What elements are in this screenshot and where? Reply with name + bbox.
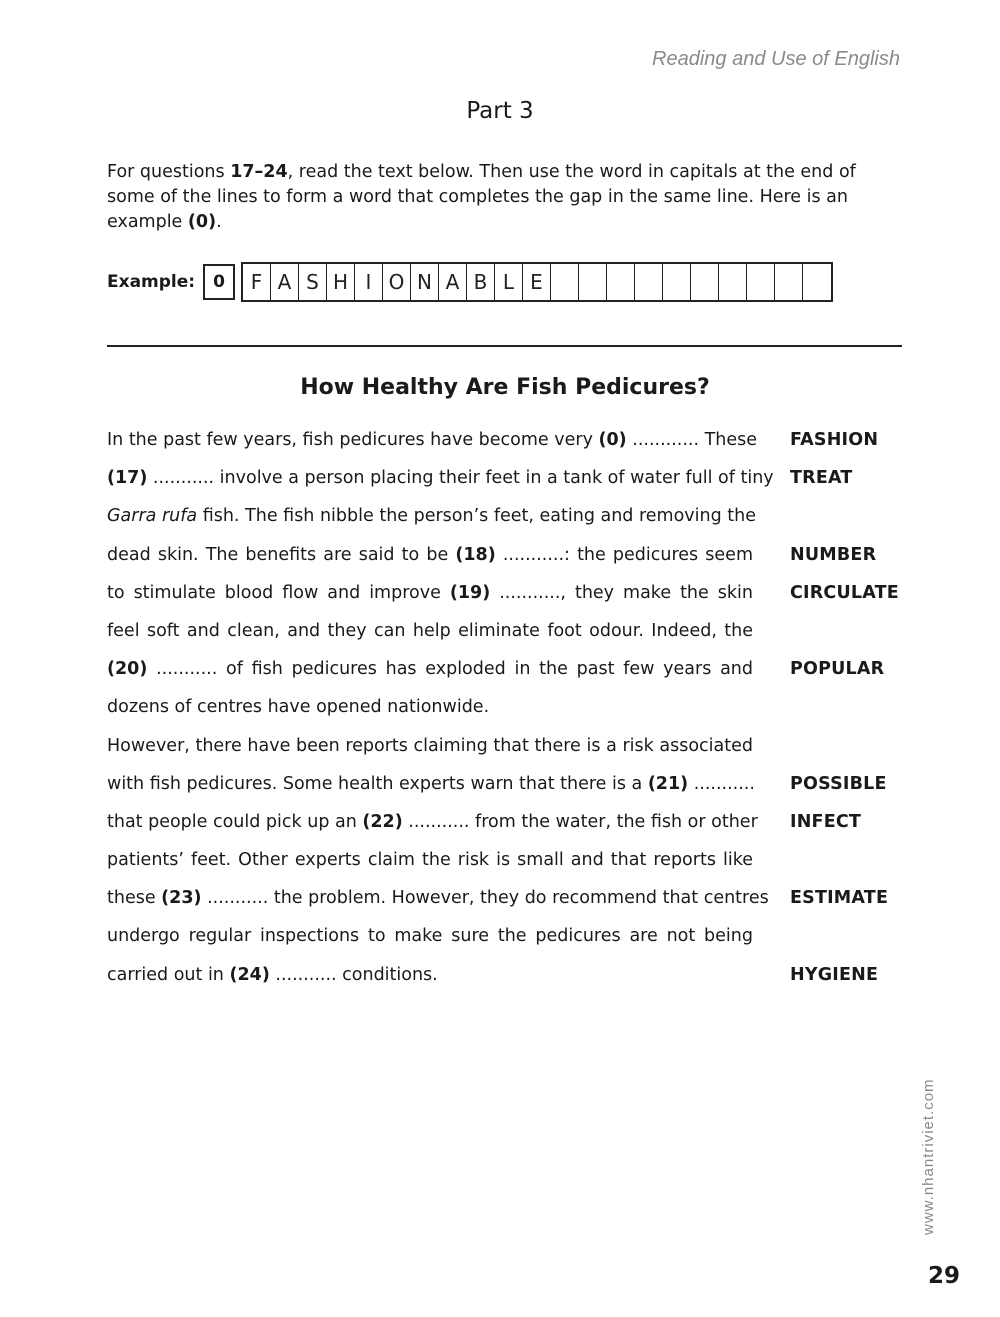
line-text-post: ........... involve a person placing their feet in a tank of water full of tiny <box>147 468 774 489</box>
text-line <box>107 421 957 459</box>
keyword: NUMBER <box>790 544 877 565</box>
line-text <box>107 885 769 911</box>
line-text-pre: In the past few years, fish pedicures have become very <box>107 430 599 450</box>
line-text-post: fish. The fish nibble the person’s feet, eating and removing the <box>197 506 757 527</box>
gap-number: (22) <box>362 811 403 832</box>
line-text-pre: patients’ feet. Other experts claim the risk is small and that reports like <box>107 850 753 871</box>
line-text <box>107 923 753 949</box>
line-text-pre: dozens of centres have opened nationwide. <box>107 697 490 718</box>
text-line <box>107 650 957 688</box>
line-text <box>107 733 753 759</box>
example-letter-box <box>579 264 607 300</box>
example-letter-box <box>775 264 803 300</box>
example-letter-box: L <box>495 264 523 300</box>
keyword: FASHION <box>790 430 879 450</box>
example-letter-box <box>551 264 579 300</box>
instructions-line-3 <box>107 210 877 235</box>
line-text-pre: carried out in <box>107 964 230 985</box>
part-title: Part 3 <box>466 98 534 124</box>
line-text <box>107 542 753 568</box>
example-letter-box: A <box>439 264 467 300</box>
example-letter-box: F <box>243 264 271 300</box>
line-text-pre: these <box>107 888 162 909</box>
example-letter-box: N <box>411 264 439 300</box>
example-answer-boxes <box>241 262 833 302</box>
example-letter-box <box>691 264 719 300</box>
line-text <box>107 580 753 606</box>
text-line <box>107 497 957 535</box>
line-text <box>107 465 774 491</box>
text-line <box>107 765 957 803</box>
keyword: ESTIMATE <box>790 888 889 909</box>
question-range: 17–24 <box>230 162 288 182</box>
example-letter-box: A <box>271 264 299 300</box>
line-text <box>107 618 753 644</box>
text-line <box>107 574 957 612</box>
gap-number: (0) <box>598 430 627 450</box>
line-text-pre: undergo regular inspections to make sure the pedicures are not being <box>107 926 753 947</box>
line-text <box>107 656 753 682</box>
instructions-text: , read the text below. Then use the word in capitals at the end of <box>287 162 856 182</box>
keyword: TREAT <box>790 468 853 489</box>
gap-number: (18) <box>455 544 496 565</box>
example-letter-box: O <box>383 264 411 300</box>
line-text <box>107 503 757 529</box>
example-letter-box: S <box>299 264 327 300</box>
keyword: POPULAR <box>790 659 885 680</box>
line-text-post: ........... <box>688 773 755 794</box>
text-title: How Healthy Are Fish Pedicures? <box>300 375 710 400</box>
divider <box>107 345 902 347</box>
line-text <box>107 694 753 720</box>
line-text <box>107 427 757 453</box>
example-label: Example: <box>107 272 196 292</box>
line-text-post: ..........., they make the skin <box>490 582 753 603</box>
example-ref: (0) <box>187 212 217 232</box>
line-text <box>107 847 753 873</box>
keyword: HYGIENE <box>790 964 879 985</box>
gap-number: (19) <box>449 582 491 603</box>
line-text <box>107 809 758 835</box>
text-line <box>107 459 957 497</box>
text-body <box>107 421 957 994</box>
text-line <box>107 727 957 765</box>
example-letter-box <box>719 264 747 300</box>
example-letter-box <box>635 264 663 300</box>
text-line <box>107 879 957 917</box>
text-line <box>107 803 957 841</box>
example-letter-box <box>803 264 831 300</box>
gap-number: (17) <box>107 468 148 489</box>
text-line <box>107 612 957 650</box>
instructions <box>107 160 877 235</box>
gap-number: (21) <box>647 773 689 794</box>
line-text-post: ........... from the water, the fish or other <box>402 811 758 832</box>
line-text-pre: However, there have been reports claiming that there is a risk associated <box>107 735 753 756</box>
species-name: Garra rufa <box>107 506 198 527</box>
example-letter-box: E <box>523 264 551 300</box>
instructions-line-1 <box>107 160 877 185</box>
side-url: www.nhantriviet.com <box>920 1078 937 1235</box>
line-text-pre: to stimulate blood flow and improve <box>107 582 450 603</box>
text-line <box>107 956 957 994</box>
text-line <box>107 917 957 955</box>
text-line <box>107 841 957 879</box>
line-text-pre: that people could pick up an <box>107 811 363 832</box>
text-line <box>107 536 957 574</box>
gap-number: (20) <box>107 659 148 680</box>
example-letter-box <box>663 264 691 300</box>
line-text <box>107 771 753 797</box>
instructions-text: . <box>216 212 222 232</box>
instructions-text: For questions <box>107 162 231 182</box>
example-letter-box: H <box>327 264 355 300</box>
line-text-post: ...........: the pedicures seem <box>495 544 753 565</box>
example-number-box: 0 <box>203 264 235 300</box>
example-row <box>107 262 833 302</box>
page-header-section: Reading and Use of English <box>652 48 900 70</box>
keyword: CIRCULATE <box>790 582 899 603</box>
example-letter-box: I <box>355 264 383 300</box>
gap-number: (24) <box>229 964 270 985</box>
example-letter-box: B <box>467 264 495 300</box>
instructions-text: example <box>107 212 188 232</box>
keyword: POSSIBLE <box>790 773 887 794</box>
example-letter-box <box>607 264 635 300</box>
line-text <box>107 962 753 988</box>
line-text-pre: dead skin. The benefits are said to be <box>107 544 456 565</box>
instructions-line-2: some of the lines to form a word that completes the gap in the same line. Here is an <box>107 187 848 207</box>
line-text-post: ............ These <box>626 430 757 450</box>
page-number: 29 <box>928 1263 961 1289</box>
line-text-post: ........... the problem. However, they do recommend that centres <box>201 888 769 909</box>
line-text-pre: with fish pedicures. Some health experts warn that there is a <box>107 773 648 794</box>
example-letter-box <box>747 264 775 300</box>
line-text-post: ........... of fish pedicures has exploded in the past few years and <box>147 659 753 680</box>
gap-number: (23) <box>161 888 202 909</box>
line-text-pre: feel soft and clean, and they can help eliminate foot odour. Indeed, the <box>107 620 753 641</box>
keyword: INFECT <box>790 811 862 832</box>
line-text-post: ........... conditions. <box>269 964 438 985</box>
text-line <box>107 688 957 726</box>
